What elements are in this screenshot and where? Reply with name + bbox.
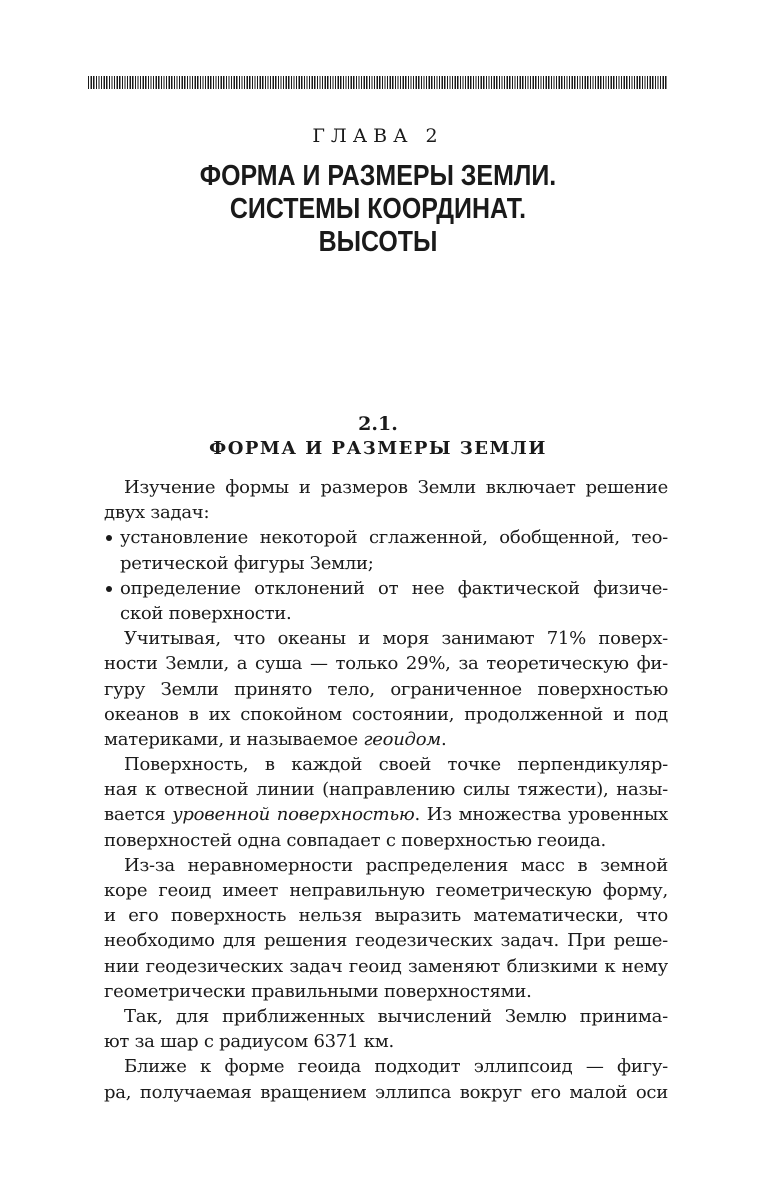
text-run: геометрически правильными поверхностями. — [104, 980, 532, 1002]
decorative-header-rule — [88, 76, 668, 89]
text-line — [104, 853, 668, 878]
text-line — [104, 677, 668, 702]
text-run: . Из множества уровенных — [414, 804, 669, 826]
text-line — [104, 626, 668, 651]
section-number: 2.1. — [358, 413, 398, 435]
text-run: Ближе к форме геоида подходит эллипсоид — фигу- — [124, 1056, 668, 1078]
text-run: и его поверхность нельзя выразить математически, что — [104, 905, 668, 927]
text-run: коре геоид имеет неправильную геометрическую форму, — [104, 880, 668, 901]
text-run: гуру Земли принято тело, ограниченное поверхностью — [104, 678, 668, 700]
text-run: материками, и называемое — [104, 728, 364, 750]
section-title: ФОРМА И РАЗМЕРЫ ЗЕМЛИ — [209, 438, 547, 459]
text-run: ности Земли, а суша — только 29%, за теоретическую фи- — [104, 653, 668, 675]
text-run: двух задач: — [104, 502, 210, 524]
text-run: океанов в их спокойном состоянии, продолженной и под — [104, 703, 668, 725]
chapter-title-line: СИСТЕМЫ КООРДИНАТ. — [229, 193, 527, 225]
chapter-label: ГЛАВА 2 — [312, 125, 444, 147]
text-run: нии геодезических задач геоид заменяют близкими к нему — [104, 955, 668, 977]
text-line — [104, 500, 668, 525]
bullet-line — [104, 551, 668, 576]
body-text — [104, 475, 668, 1105]
text-line — [104, 878, 668, 903]
text-line — [104, 828, 668, 853]
text-run: Изучение формы и размеров Земли включает решение — [124, 477, 668, 498]
text-line — [104, 777, 668, 802]
text-line — [104, 651, 668, 676]
text-line — [104, 475, 668, 500]
chapter-title-line: ФОРМА И РАЗМЕРЫ ЗЕМЛИ. — [199, 160, 557, 192]
text-run: ретической фигуры Земли; — [120, 552, 374, 574]
bullet-line — [104, 601, 668, 626]
text-run: ра, получаемая вращением эллипса вокруг его малой оси — [104, 1081, 668, 1103]
text-line — [104, 702, 668, 727]
text-line — [104, 928, 668, 953]
text-run: . — [440, 728, 447, 750]
text-run: ют за шар с радиусом 6371 км. — [104, 1031, 394, 1053]
text-run: ная к отвесной линии (направлению силы тяжести), назы- — [104, 779, 668, 801]
text-line — [104, 1029, 668, 1054]
italic-term: уровенной поверхностью — [172, 804, 415, 826]
chapter-title — [129, 160, 628, 259]
chapter-title-line: ВЫСОТЫ — [318, 226, 438, 258]
text-line — [104, 1004, 668, 1029]
text-run: поверхностей одна совпадает с поверхностью геоида. — [104, 829, 606, 851]
text-run: установление некоторой сглаженной, обобщенной, тео- — [120, 527, 668, 549]
italic-term: геоидом — [363, 728, 441, 750]
text-run: Поверхность, в каждой своей точке перпендикуляр- — [124, 754, 668, 776]
text-line — [104, 727, 668, 752]
text-run: Так, для приближенных вычислений Землю принима- — [124, 1005, 668, 1027]
text-line — [104, 903, 668, 928]
text-line — [104, 1054, 668, 1079]
bullet-line — [104, 525, 668, 550]
bullet-line — [104, 576, 668, 601]
text-run: необходимо для решения геодезических задач. При решe- — [104, 930, 668, 952]
text-run: Учитывая, что океаны и моря занимают 71% поверх- — [124, 628, 668, 650]
text-run: ской поверхности. — [120, 602, 292, 624]
text-line — [104, 979, 668, 1004]
text-line — [104, 954, 668, 979]
text-run: определение отклонений от нее фактической физиче- — [120, 577, 668, 599]
text-run: вается — [104, 804, 173, 826]
text-run: Из-за неравномерности распределения масс в земной — [124, 854, 668, 876]
text-line — [104, 802, 668, 827]
text-line — [104, 752, 668, 777]
text-line — [104, 1080, 668, 1105]
